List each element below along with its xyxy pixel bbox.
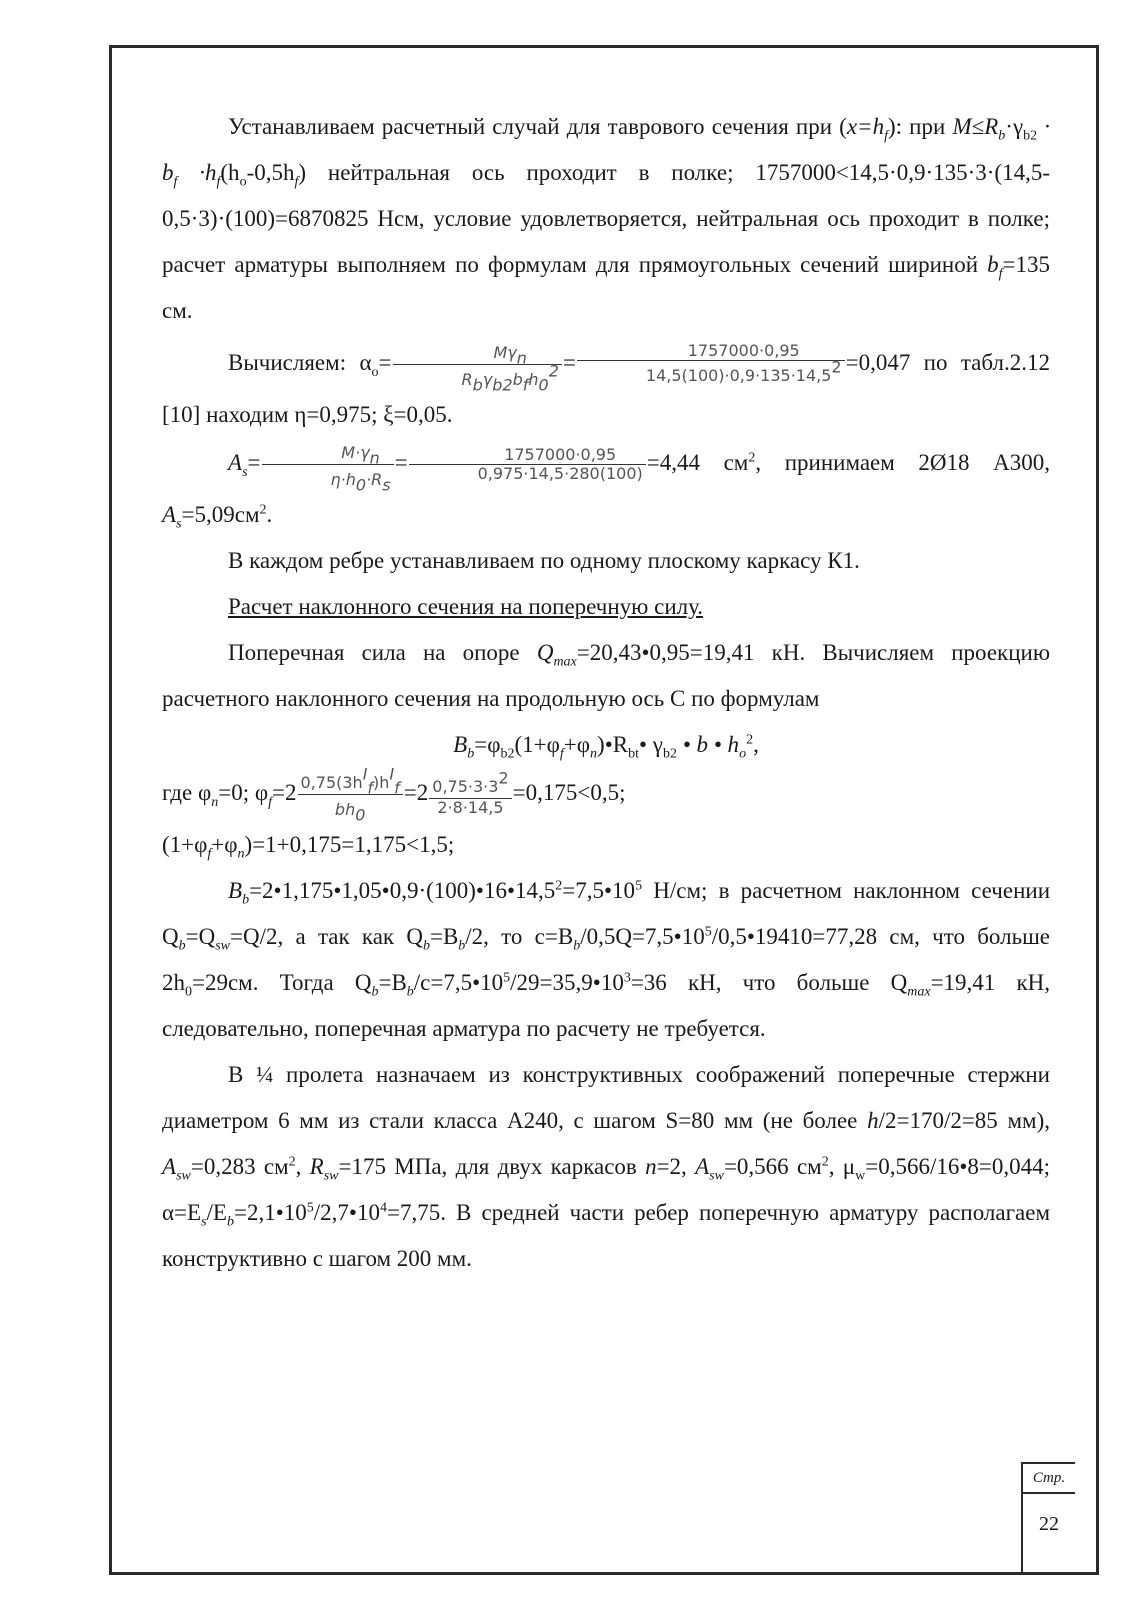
fraction-alpha-values: $\frac{1757000\cdot 0,95}{14,5(100)\cdot 0,9\cdot 135\cdot 14,5^2}$ [577,342,845,388]
fraction-as-values: $\frac{1757000\cdot 0,95}{0,975\cdot 14,5\cdot 280(100)}$ [409,446,646,484]
paragraph-2: Вычисляем: $\alpha_o=$ $\frac{M\gamma_n}{R_b\gamma_{b2}b_fh_0^2}$ = $\frac{1757000\cdot 0,95}{14,5(100)\cdot 0,9\cdot 135\cdot 14,5^2}$ =0,047 по табл.2.12 [10] находим η=0,975; ξ=0,05. [162,338,1050,438]
fraction-phi-values: $\frac{0,75\cdot 3\cdot 3^2}{2\cdot 8\cdot 14,5}$ [429,772,511,818]
fraction-alpha-formula: $\frac{M\gamma_n}{R_b\gamma_{b2}b_fh_0^2}$ [393,338,562,392]
paragraph-11: В ¼ пролета назначаем из конструктивных соображений поперечные стержни диаметром 6 мм из стали класса А240, с шагом S=80 мм (не более h/2=170/2=85 мм), $A_{sw}=0,283$ $см^2$, $R_{sw}=175$ МПа, для двух каркасов n=2, $A_{sw}=0,566$ $см^2$, $\mu_w=0,566/16•8=0,044$; $\alpha=E_s/E_b=2,1•10^5/2,7•10^4=7,75$. В средней части ребер поперечную арматуру располагаем конструктивно с шагом 200 мм. [162,1061,1050,1271]
paragraph-10: $B_b=2•1,175•1,05•0,9\cdot(100)•16•14,5^2=7,5•10^5$ Н/см; в расчетном наклонном сечении $Q_b=Q_{sw}=Q/2$, а так как $Q_b=B_b/2$, то $c=B_b/0,5Q=7,5•10^5/0,5•19410=77,28$ см, что больше $2h_0=29см$. Тогда $Q_b=B_b/c=7,5•10^5/29=35,9•10^3=36$ кН, что больше $Q_{max}=19,41$ кН, следовательно, поперечная арматура по расчету не требуется. [162,877,1050,1041]
paragraph-4: В каждом ребре устанавливаем по одному плоскому каркасу К1. [228,547,860,573]
page-number-stamp [1021,1462,1075,1572]
page-label: Стр. [1023,1464,1075,1494]
paragraph-6: Поперечная сила на опоре $Q_{max}=20,43•0,95=19,41$ кН. Вычисляем проекцию расчетного наклонного сечения на продольную ось С по формулам [162,639,1050,711]
formula-bb: $B_b=\varphi_{b2}(1+\varphi_f+\varphi_n)•R_{bt}•$ $\gamma_{b2}$ • b • $h_o^2$, [453,731,759,762]
paragraph-8: где $\varphi_n=0$; $\varphi_f=2$ $\frac{0,75(3h^I_f)h^I_f}{bh_0}$ =2 $\frac{0,75\cdot 3\cdot 3^2}{2\cdot 8\cdot 14,5}$ =0,175<0,5; [162,764,626,825]
fraction-as-formula: $\frac{M\cdot\gamma_n}{\eta\cdot h_0\cdot R_s}$ [262,438,394,492]
fraction-phi-formula: $\frac{0,75(3h^I_f)h^I_f}{bh_0}$ [298,768,403,822]
paragraph-3: $A_s=$ $\frac{M\cdot\gamma_n}{\eta\cdot h_0\cdot R_s}$ = $\frac{1757000\cdot 0,95}{0,975\cdot 14,5\cdot 280(100)}$ =4,44 $см^2$, принимаем 2Ø18 А300, $A_s=5,09см^2$. [162,438,1050,538]
paragraph-9: $(1+\varphi_f+\varphi_n)=1+0,175=1,175<1,5$; [162,831,455,862]
section-heading: Расчет наклонного сечения на поперечную силу. [228,593,704,619]
paragraph-1: Устанавливаем расчетный случай для таврового сечения при $(x=h_f)$: при $M\le R_b\cdot\gamma_{b2} \cdot b_f \cdot h_f(h_o-0,5h_f)$ нейтральная ось проходит в полке; 1757000<14,5·0,9·135·3·(14,5-0,5·3)·(100)=6870825 Нсм, условие удовлетворяется, нейтральная ось проходит в полке; расчет арматуры выполняем по формулам для прямоугольных сечений шириной $b_f=135$ см. [162,114,1051,323]
page-number: 22 [1039,1513,1059,1535]
document-body [162,104,1050,1282]
